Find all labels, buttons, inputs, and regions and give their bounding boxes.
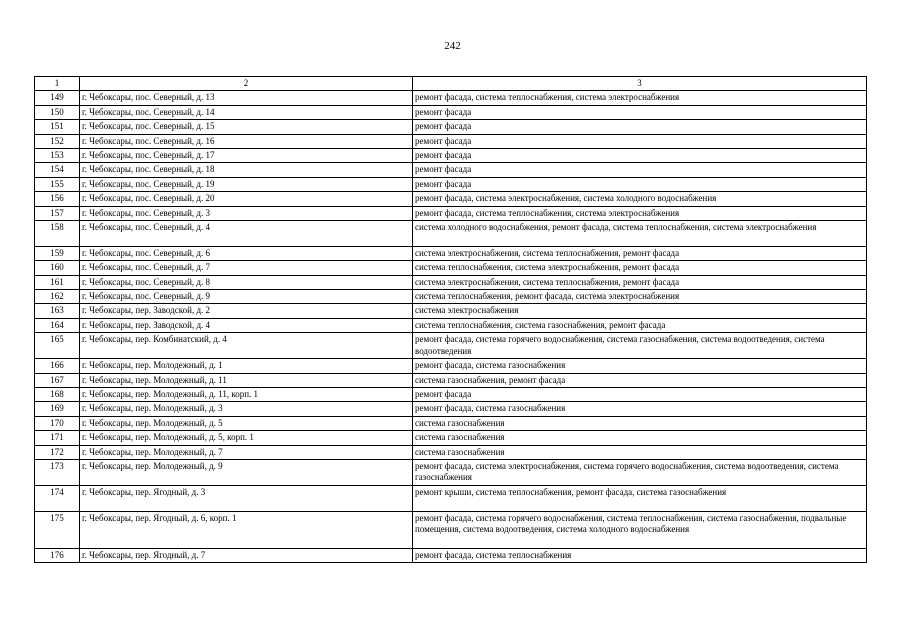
row-number-cell: 151 <box>35 120 80 134</box>
table-header-row <box>35 77 867 91</box>
works-cell: система газоснабжения <box>413 416 867 430</box>
row-number-cell: 166 <box>35 359 80 373</box>
row-number-cell: 163 <box>35 304 80 318</box>
row-number-cell: 154 <box>35 163 80 177</box>
table-row <box>35 485 867 511</box>
table-row <box>35 304 867 318</box>
address-cell: г. Чебоксары, пер. Молодежный, д. 1 <box>80 359 413 373</box>
works-cell: ремонт фасада, система газоснабжения <box>413 359 867 373</box>
works-cell: ремонт фасада <box>413 120 867 134</box>
row-number-cell: 152 <box>35 134 80 148</box>
table-row <box>35 246 867 260</box>
row-number-cell: 172 <box>35 445 80 459</box>
works-cell: система газоснабжения <box>413 445 867 459</box>
table-row <box>35 149 867 163</box>
works-cell: ремонт фасада, система горячего водоснабжения, система газоснабжения, система водоотведения, система водоотведения <box>413 333 867 359</box>
address-cell: г. Чебоксары, пос. Северный, д. 9 <box>80 290 413 304</box>
works-cell: ремонт фасада <box>413 134 867 148</box>
table-row <box>35 548 867 562</box>
works-cell: ремонт крыши, система теплоснабжения, ремонт фасада, система газоснабжения <box>413 485 867 511</box>
address-cell: г. Чебоксары, пос. Северный, д. 14 <box>80 105 413 119</box>
table-row <box>35 91 867 105</box>
row-number-cell: 158 <box>35 221 80 247</box>
row-number-cell: 176 <box>35 548 80 562</box>
row-number-cell: 175 <box>35 511 80 548</box>
address-cell: г. Чебоксары, пос. Северный, д. 4 <box>80 221 413 247</box>
table-row <box>35 445 867 459</box>
works-cell: ремонт фасада <box>413 149 867 163</box>
row-number-cell: 155 <box>35 177 80 191</box>
works-cell: система электроснабжения, система теплоснабжения, ремонт фасада <box>413 246 867 260</box>
table-row <box>35 105 867 119</box>
table-row <box>35 177 867 191</box>
address-cell: г. Чебоксары, пос. Северный, д. 3 <box>80 206 413 220</box>
works-cell: система холодного водоснабжения, ремонт фасада, система теплоснабжения, система электроснабжения <box>413 221 867 247</box>
address-cell: г. Чебоксары, пер. Молодежный, д. 9 <box>80 459 413 485</box>
works-cell: ремонт фасада <box>413 105 867 119</box>
table-row <box>35 261 867 275</box>
address-cell: г. Чебоксары, пос. Северный, д. 15 <box>80 120 413 134</box>
table-row <box>35 416 867 430</box>
table-row <box>35 290 867 304</box>
works-cell: ремонт фасада, система теплоснабжения <box>413 548 867 562</box>
row-number-cell: 159 <box>35 246 80 260</box>
table-row <box>35 387 867 401</box>
address-cell: г. Чебоксары, пос. Северный, д. 6 <box>80 246 413 260</box>
row-number-cell: 169 <box>35 402 80 416</box>
address-cell: г. Чебоксары, пер. Комбинатский, д. 4 <box>80 333 413 359</box>
address-cell: г. Чебоксары, пос. Северный, д. 8 <box>80 275 413 289</box>
row-number-cell: 174 <box>35 485 80 511</box>
works-cell: система теплоснабжения, ремонт фасада, система электроснабжения <box>413 290 867 304</box>
address-cell: г. Чебоксары, пос. Северный, д. 13 <box>80 91 413 105</box>
works-cell: система электроснабжения, система теплоснабжения, ремонт фасада <box>413 275 867 289</box>
address-cell: г. Чебоксары, пер. Молодежный, д. 11, корп. 1 <box>80 387 413 401</box>
row-number-cell: 157 <box>35 206 80 220</box>
works-cell: ремонт фасада, система электроснабжения, система горячего водоснабжения, система водоотведения, система газоснабжения <box>413 459 867 485</box>
address-cell: г. Чебоксары, пер. Заводской, д. 2 <box>80 304 413 318</box>
works-cell: система газоснабжения, ремонт фасада <box>413 373 867 387</box>
address-cell: г. Чебоксары, пер. Молодежный, д. 11 <box>80 373 413 387</box>
address-cell: г. Чебоксары, пер. Ягодный, д. 7 <box>80 548 413 562</box>
address-cell: г. Чебоксары, пер. Ягодный, д. 6, корп. 1 <box>80 511 413 548</box>
table-row <box>35 275 867 289</box>
works-cell: система электроснабжения <box>413 304 867 318</box>
address-cell: г. Чебоксары, пос. Северный, д. 16 <box>80 134 413 148</box>
works-cell: ремонт фасада <box>413 177 867 191</box>
address-cell: г. Чебоксары, пос. Северный, д. 17 <box>80 149 413 163</box>
table-row <box>35 206 867 220</box>
row-number-cell: 165 <box>35 333 80 359</box>
row-number-cell: 153 <box>35 149 80 163</box>
row-number-cell: 162 <box>35 290 80 304</box>
column-header-works: 3 <box>413 77 867 91</box>
address-cell: г. Чебоксары, пос. Северный, д. 7 <box>80 261 413 275</box>
address-cell: г. Чебоксары, пер. Молодежный, д. 7 <box>80 445 413 459</box>
address-cell: г. Чебоксары, пер. Заводской, д. 4 <box>80 318 413 332</box>
table-row <box>35 163 867 177</box>
table-row <box>35 373 867 387</box>
works-cell: система теплоснабжения, система электроснабжения, ремонт фасада <box>413 261 867 275</box>
address-cell: г. Чебоксары, пос. Северный, д. 20 <box>80 192 413 206</box>
table-row <box>35 134 867 148</box>
row-number-cell: 161 <box>35 275 80 289</box>
works-cell: ремонт фасада, система электроснабжения, система холодного водоснабжения <box>413 192 867 206</box>
works-cell: ремонт фасада, система горячего водоснабжения, система теплоснабжения, система газоснабжения, подвальные помещения, система водоотведения, система холодного водоснабжения <box>413 511 867 548</box>
table-row <box>35 333 867 359</box>
address-cell: г. Чебоксары, пос. Северный, д. 18 <box>80 163 413 177</box>
address-cell: г. Чебоксары, пер. Молодежный, д. 5 <box>80 416 413 430</box>
table-row <box>35 511 867 548</box>
works-cell: ремонт фасада, система теплоснабжения, система электроснабжения <box>413 91 867 105</box>
table-row <box>35 431 867 445</box>
table-row <box>35 459 867 485</box>
table-row <box>35 402 867 416</box>
row-number-cell: 150 <box>35 105 80 119</box>
row-number-cell: 160 <box>35 261 80 275</box>
table-row <box>35 120 867 134</box>
table-row <box>35 192 867 206</box>
row-number-cell: 168 <box>35 387 80 401</box>
row-number-cell: 170 <box>35 416 80 430</box>
column-header-address: 2 <box>80 77 413 91</box>
address-cell: г. Чебоксары, пос. Северный, д. 19 <box>80 177 413 191</box>
address-cell: г. Чебоксары, пер. Молодежный, д. 3 <box>80 402 413 416</box>
row-number-cell: 173 <box>35 459 80 485</box>
row-number-cell: 167 <box>35 373 80 387</box>
works-cell: ремонт фасада <box>413 387 867 401</box>
works-register-table <box>34 76 867 563</box>
address-cell: г. Чебоксары, пер. Ягодный, д. 3 <box>80 485 413 511</box>
address-cell: г. Чебоксары, пер. Молодежный, д. 5, корп. 1 <box>80 431 413 445</box>
row-number-cell: 156 <box>35 192 80 206</box>
table-row <box>35 359 867 373</box>
row-number-cell: 164 <box>35 318 80 332</box>
table-row <box>35 221 867 247</box>
page-number: 242 <box>444 40 461 52</box>
works-cell: ремонт фасада, система теплоснабжения, система электроснабжения <box>413 206 867 220</box>
column-header-number: 1 <box>35 77 80 91</box>
row-number-cell: 149 <box>35 91 80 105</box>
row-number-cell: 171 <box>35 431 80 445</box>
works-cell: система газоснабжения <box>413 431 867 445</box>
works-cell: ремонт фасада <box>413 163 867 177</box>
works-cell: система теплоснабжения, система газоснабжения, ремонт фасада <box>413 318 867 332</box>
works-cell: ремонт фасада, система газоснабжения <box>413 402 867 416</box>
table-row <box>35 318 867 332</box>
